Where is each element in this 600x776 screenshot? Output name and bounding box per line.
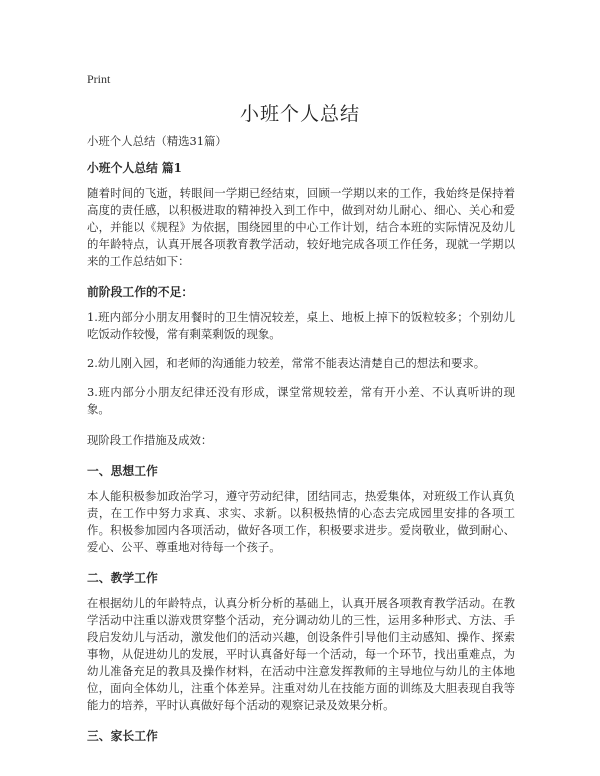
shortcoming-item: 3.班内部分小朋友纪律还没有形成，课堂常规较差，常有开小差、不认真听讲的现象。 — [87, 385, 515, 416]
section1-paragraph: 本人能积极参加政治学习，遵守劳动纪律，团结同志，热爱集体，对班级工作认真负责，在工作中努力求真、求实、求新。以积极热情的心态去完成园里安排的各项工作。积极参加园内各项活动，做好各项工作，积极要求进步。爱岗敬业，做到耐心、爱心、公平、尊重地对待每一个孩子。 — [87, 489, 515, 554]
section2-heading: 二、教学工作 — [87, 571, 158, 585]
section-title: 小班个人总结 篇1 — [87, 161, 182, 175]
print-label: Print — [87, 72, 111, 86]
document-body — [87, 133, 515, 753]
shortcoming-item: 1.班内部分小朋友用餐时的卫生情况较差，桌上、地板上掉下的饭粒较多；个别幼儿吃饭动作较慢，常有剩菜剩饭的现象。 — [87, 310, 515, 341]
section3-heading: 三、家长工作 — [87, 729, 158, 743]
intro-paragraph: 随着时间的飞逝，转眼间一学期已经结束，回顾一学期以来的工作，我始终是保持着高度的责任感，以积极进取的精神投入到工作中，做到对幼儿耐心、细心、关心和爱心，并能以《规程》为依据，围绕园里的中心工作计划，结合本班的实际情况及幼儿的年龄特点，认真开展各项教育教学活动，较好地完成各项工作任务，现就一学期以来的工作总结如下： — [87, 186, 515, 268]
measures-intro: 现阶段工作措施及成效： — [87, 433, 213, 447]
section2-paragraph: 在根据幼儿的年龄特点，认真分析分析的基础上，认真开展各项教育教学活动。在教学活动中注重以游戏贯穿整个活动，充分调动幼儿的三性，运用多种形式、方法、手段启发幼儿与活动，激发他们的活动兴趣，创设条件引导他们主动感知、操作、探索事物，从促进幼儿的发展，平时认真备好每一个活动，每一个环节，找出重难点，为幼儿准备充足的教具及操作材料，在活动中注意发挥教师的主导地位与幼儿的主体地位，面向全体幼儿，注重个体差异。注重对幼儿在技能方面的训练及大胆表现自我等能力的培养，平时认真做好每个活动的观察记录及效果分析。 — [87, 596, 515, 712]
shortcoming-item: 2.幼儿刚入园，和老师的沟通能力较差，常常不能表达清楚自己的想法和要求。 — [87, 356, 486, 370]
section1-heading: 一、思想工作 — [87, 464, 158, 478]
shortcomings-heading: 前阶段工作的不足： — [87, 285, 194, 299]
page-title: 小班个人总结 — [239, 103, 360, 125]
document-subtitle: 小班个人总结（精选31篇） — [87, 134, 227, 148]
